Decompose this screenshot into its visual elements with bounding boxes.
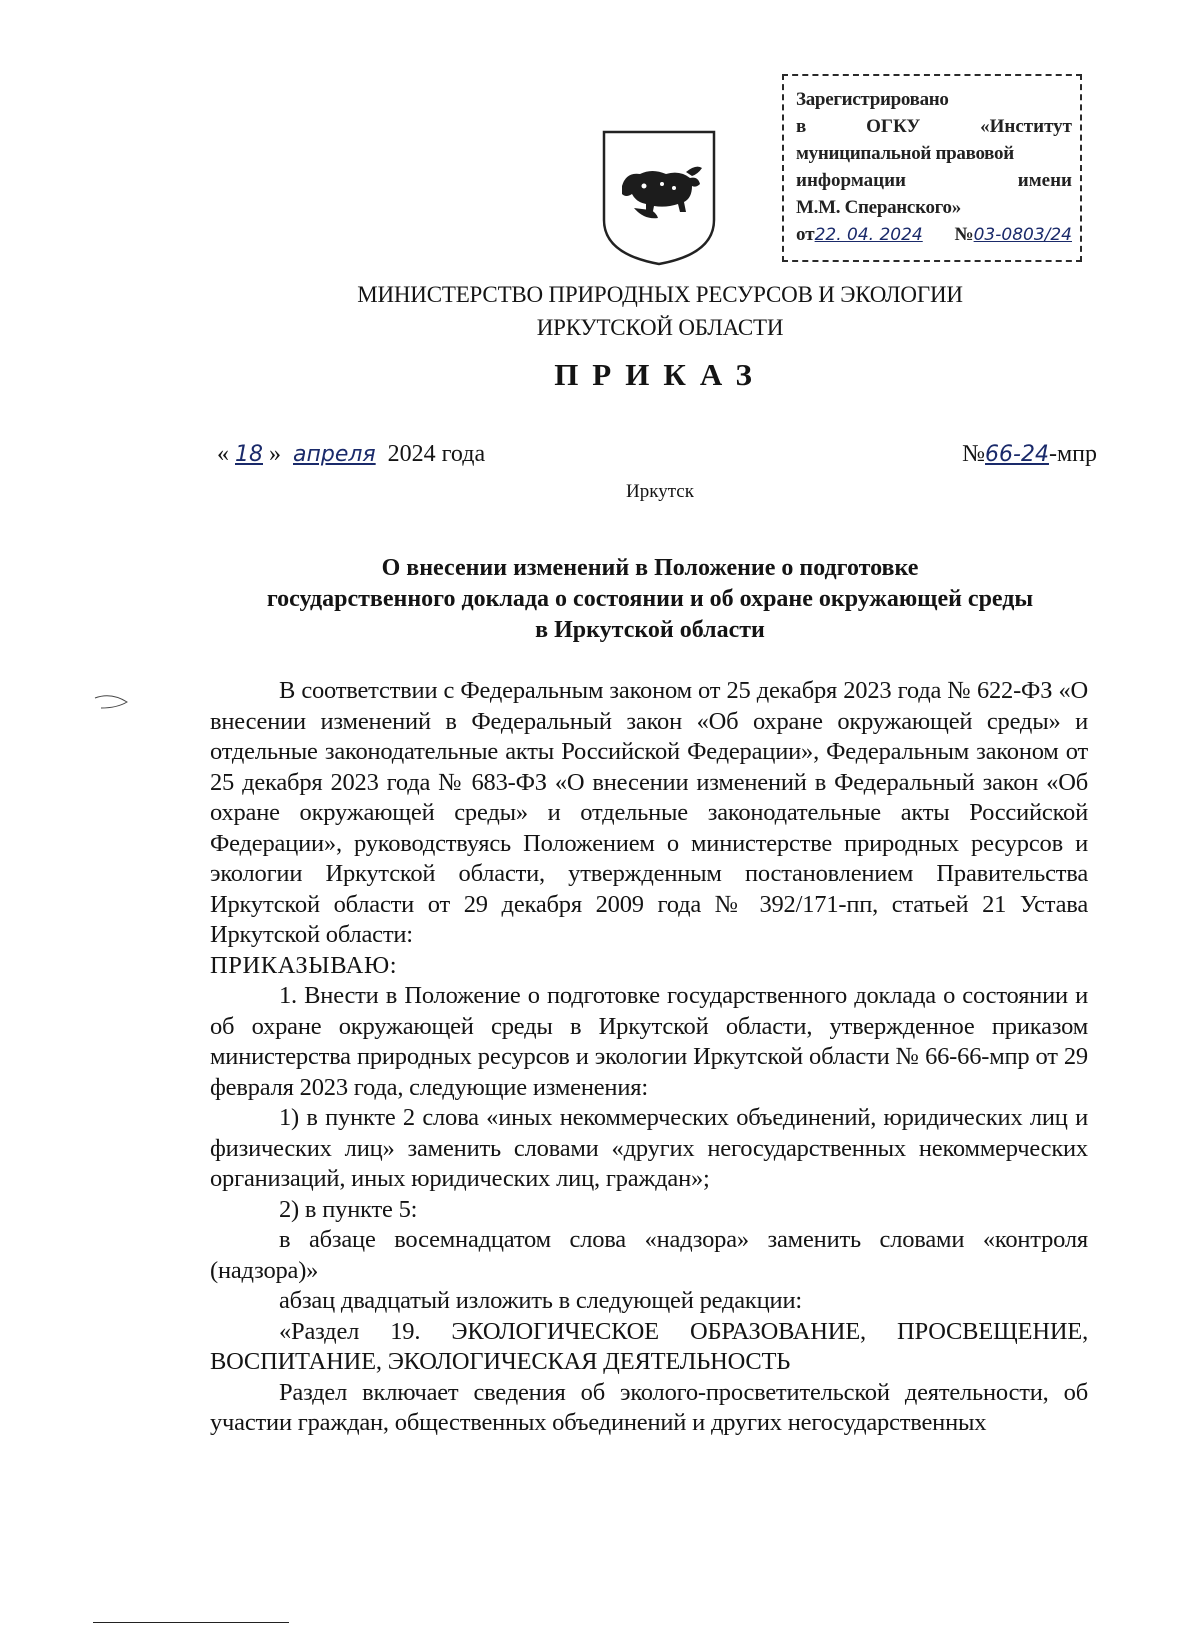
stamp-line-speransky: М.М. Сперанского»	[796, 197, 961, 218]
title-line-3: в Иркутской области	[535, 617, 765, 643]
item-1-paragraph: 1. Внести в Положение о подготовке государственного доклада о состоянии и об охране окружающей среды в Иркутской области, утвержденное приказом министерства природных ресурсов и экологии Иркутской области № 66-66-мпр от 29 февраля 2023 года, следующие изменения:	[210, 982, 1088, 1101]
stamp-handwritten-date: 22. 04. 2024	[814, 225, 923, 245]
handwritten-day: 18	[235, 442, 263, 467]
ministry-line-1: МИНИСТЕРСТВО ПРИРОДНЫХ РЕСУРСОВ И ЭКОЛОГИИ	[357, 282, 963, 307]
section-19-heading: «Раздел 19. ЭКОЛОГИЧЕСКОЕ ОБРАЗОВАНИЕ, ПРОСВЕЩЕНИЕ, ВОСПИТАНИЕ, ЭКОЛОГИЧЕСКАЯ ДЕЯТЕЛЬНОСТЬ	[210, 1317, 1088, 1375]
title-line-1: О внесении изменений в Положение о подготовке	[381, 555, 919, 581]
ministry-line-2: ИРКУТСКОЙ ОБЛАСТИ	[536, 315, 784, 340]
document-type-heading: ПРИКАЗ	[554, 357, 766, 392]
title-line-2: государственного доклада о состоянии и об охране окружающей среды	[266, 586, 1034, 612]
handwritten-month: апреля	[293, 442, 376, 467]
stamp-line-date-number: от22. 04. 2024 №03-0803/24	[796, 224, 1072, 245]
ministry-name	[0, 278, 1200, 344]
paragraph-twenty-intro: абзац двадцатый изложить в следующей редакции:	[279, 1287, 802, 1314]
order-word: ПРИКАЗЫВАЮ:	[210, 951, 398, 979]
document-date: « 18 » апреля 2024 года	[217, 441, 486, 467]
subitem-1-paragraph: 1) в пункте 2 слова «иных некоммерческих объединений, юридических лиц и физических лиц» заменить словами «других негосударственных некоммерческих организаций, иных юридических лиц, граждан»;	[210, 1104, 1088, 1192]
section-19-text: Раздел включает сведения об эколого-просветительской деятельности, об участии граждан, общественных объединений и других негосударственных	[210, 1378, 1088, 1436]
document-number: №66-24-мпр	[962, 441, 1097, 467]
document-body	[210, 676, 1088, 1439]
preamble-paragraph: В соответствии с Федеральным законом от 25 декабря 2023 года № 622-ФЗ «О внесении изменений в Федеральный закон «Об охране окружающей среды» и отдельные законодательные акты Российской Федерации», Федеральным законом от 25 декабря 2023 года № 683-ФЗ «О внесении изменений в Федеральный закон «Об охране окружающей среды» и отдельные законодательные акты Российской Федерации», руководствуясь Положением о министерстве природных ресурсов и экологии Иркутской области, утвержденным постановлением Правительства Иркутской области от 29 декабря 2009 года № 392/171-пп, статьей 21 Устава Иркутской области:	[210, 677, 1088, 948]
margin-pen-mark	[93, 690, 133, 719]
footnote-separator	[93, 1622, 289, 1623]
document-title	[210, 553, 1090, 646]
stamp-handwritten-number: 03-0803/24	[973, 225, 1072, 245]
stamp-line-information: информации имени	[796, 170, 1072, 191]
handwritten-number: 66-24	[985, 442, 1049, 467]
stamp-line-institute: в ОГКУ «Институт	[796, 116, 1072, 137]
registration-stamp	[782, 74, 1082, 262]
document-city: Иркутск	[626, 481, 694, 502]
coat-of-arms-emblem	[600, 128, 718, 268]
paragraph-eighteen-change: в абзаце восемнадцатом слова «надзора» заменить словами «контроля (надзора)»	[210, 1226, 1088, 1284]
stamp-line-municipal: муниципальной правовой	[796, 143, 1014, 164]
stamp-line-registered: Зарегистрировано	[796, 89, 949, 110]
subitem-2-paragraph: 2) в пункте 5:	[279, 1195, 418, 1223]
